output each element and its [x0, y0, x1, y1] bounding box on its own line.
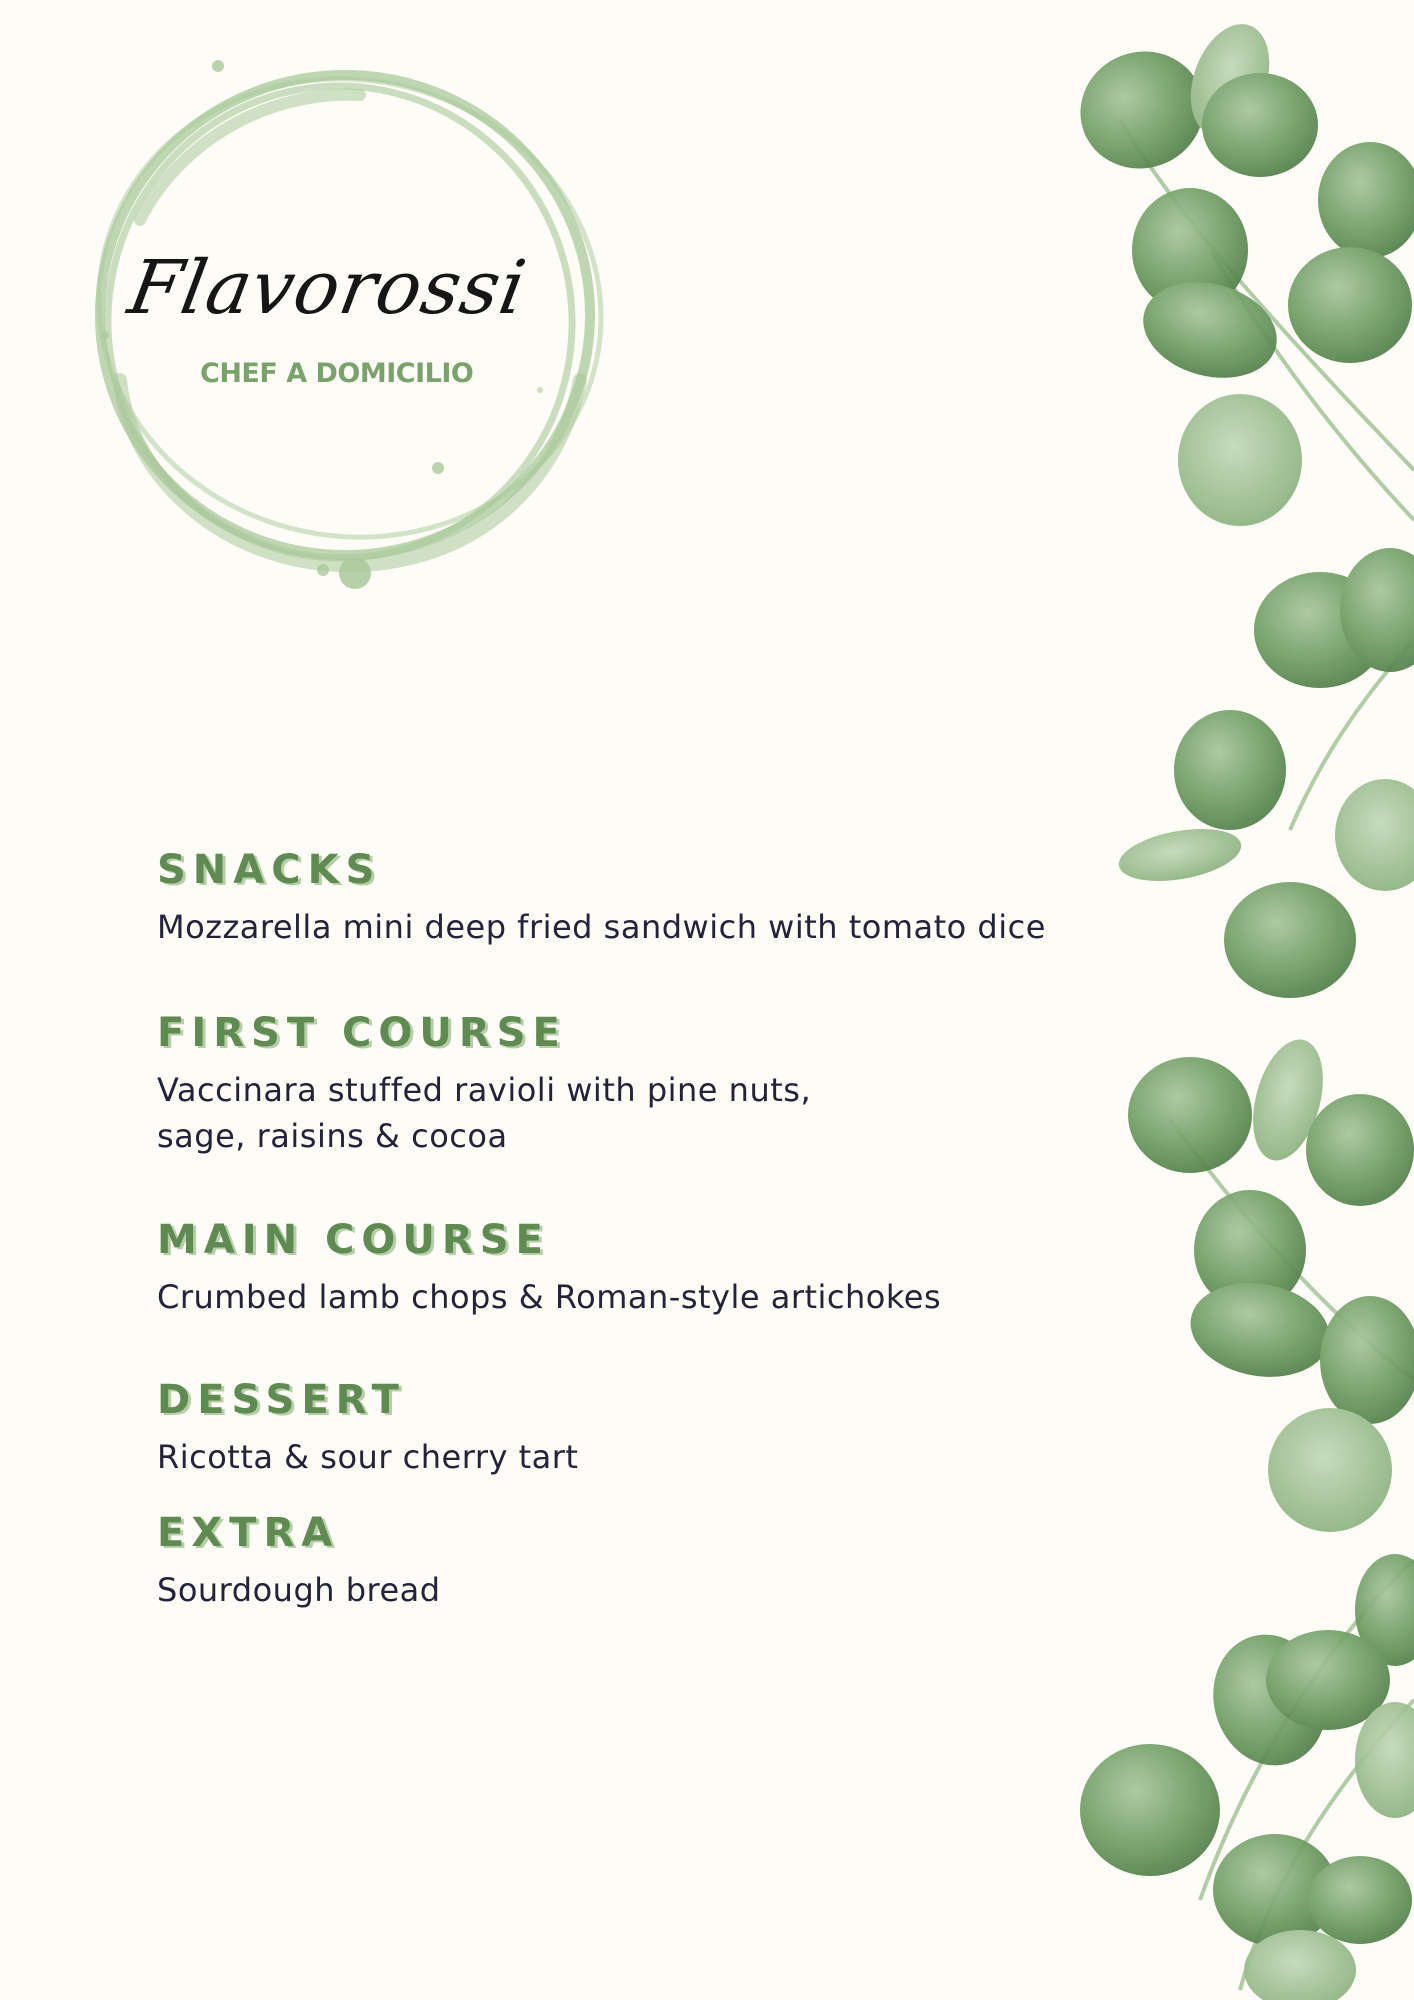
- menu-item-line: sage, raisins & cocoa: [157, 1117, 508, 1155]
- menu-section-main-course: [157, 1217, 942, 1320]
- logo-ring-icon: [60, 50, 620, 620]
- leaf-branch-icon: [1060, 0, 1414, 2000]
- menu-item: Sourdough bread: [157, 1571, 441, 1609]
- section-heading: MAIN COURSE: [157, 1217, 550, 1263]
- eucalyptus-foliage-decoration: [1060, 0, 1414, 2000]
- section-heading: FIRST COURSE: [157, 1010, 567, 1056]
- menu-section-dessert: [157, 1377, 579, 1480]
- logo-script-name: Flavorossi: [122, 245, 533, 331]
- section-heading: DESSERT: [157, 1377, 406, 1423]
- menu-item: Crumbed lamb chops & Roman-style artichokes: [157, 1278, 942, 1316]
- menu-section-snacks: [157, 847, 1046, 950]
- brand-logo: [60, 50, 620, 620]
- menu-item: [157, 1067, 811, 1159]
- menu-item: Ricotta & sour cherry tart: [157, 1438, 579, 1476]
- menu-section-first-course: [157, 1010, 812, 1159]
- section-heading: EXTRA: [157, 1510, 340, 1556]
- section-heading: SNACKS: [157, 847, 382, 893]
- menu-item: Mozzarella mini deep fried sandwich with tomato dice: [157, 908, 1046, 946]
- menu-item-line: Vaccinara stuffed ravioli with pine nuts,: [157, 1071, 812, 1109]
- logo-subtitle: CHEF A DOMICILIO: [200, 358, 474, 389]
- menu-section-extra: [157, 1510, 441, 1613]
